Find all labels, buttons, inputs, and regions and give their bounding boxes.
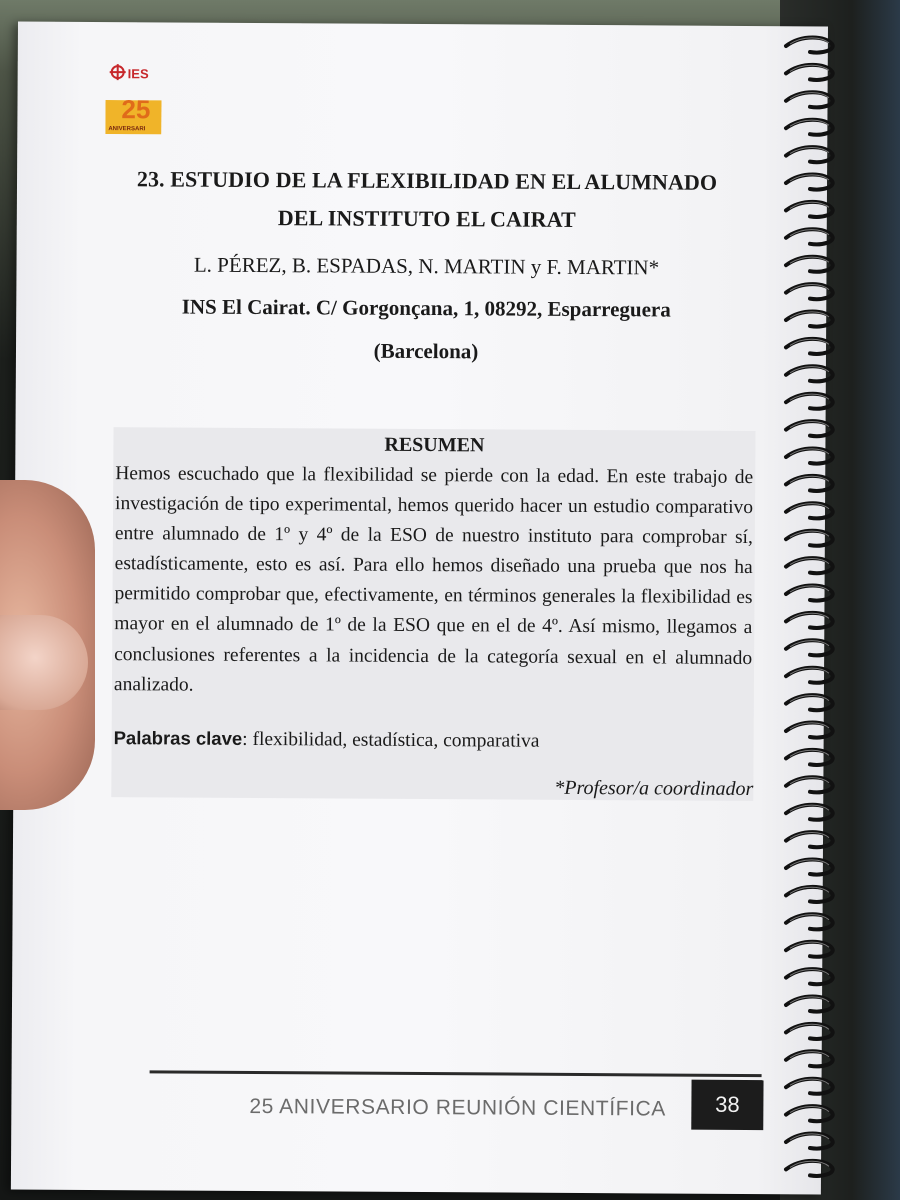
spiral-coil [786, 65, 833, 80]
spiral-coil [786, 503, 833, 518]
spiral-coil [786, 777, 833, 792]
spiral-coil [786, 1134, 833, 1149]
spiral-coil [786, 668, 833, 683]
spiral-coil [786, 366, 833, 381]
svg-text:IES: IES [127, 66, 149, 82]
authors: L. PÉREZ, B. ESPADAS, N. MARTIN y F. MARTIN* [193, 252, 660, 280]
spiral-coil [786, 1106, 833, 1121]
affiliation-line-2: (Barcelona) [373, 338, 479, 364]
keywords-value: : flexibilidad, estadística, comparativa [242, 728, 540, 752]
document-page [11, 22, 828, 1195]
footer-title: 25 ANIVERSARIO REUNIÓN CIENTÍFICA [249, 1094, 666, 1121]
abstract-body: Hemos escuchado que la flexibilidad se pierde con la edad. En este trabajo de investigación de tipo experimental, hemos querido hacer un estudio comparativo entre alumnado de 1º y 4º de la ESO de nuestro instituto para comprobar sí, estadísticamente, esto es así. Para ello hemos diseñado una prueba que nos ha permitido comprobar que, efectivamente, en términos generales la flexibilidad es mayor en el alumnado de 1º de la ESO que en el de 4º. Así mismo, llegamos a conclusiones referentes a la incidencia de la categoría sexual en el alumnado analizado. [113, 463, 754, 696]
keywords-label: Palabras clave [113, 727, 243, 749]
coordinator-note: *Profesor/a coordinador [554, 776, 754, 801]
article-title-line-1: 23. ESTUDIO DE LA FLEXIBILIDAD EN EL ALUMNADO [136, 166, 718, 195]
spiral-coil [786, 229, 833, 244]
article-title-line-2: DEL INSTITUTO EL CAIRAT [277, 205, 576, 232]
spiral-coil [786, 586, 833, 601]
spiral-coil [786, 613, 833, 628]
spiral-coil [786, 1051, 833, 1066]
spiral-coil [786, 942, 833, 957]
affiliation-line-1: INS El Cairat. C/ Gorgonçana, 1, 08292, Esparreguera [181, 294, 671, 322]
footer-rule [150, 1070, 762, 1077]
spiral-coil [786, 202, 833, 217]
abstract-heading: RESUMEN [384, 433, 485, 457]
spiral-coil [786, 640, 833, 655]
spiral-coil [786, 257, 833, 272]
spiral-coil [786, 832, 833, 847]
spiral-coil [786, 1079, 833, 1094]
spiral-coil [786, 120, 833, 135]
spiral-binding [782, 30, 842, 1190]
spiral-coil [786, 312, 833, 327]
spiral-coil [786, 421, 833, 436]
institute-logo [105, 62, 161, 134]
svg-text:25: 25 [121, 94, 151, 125]
spiral-coil [786, 860, 833, 875]
spiral-coil [786, 558, 833, 573]
spiral-coil [786, 147, 833, 162]
spiral-coil [786, 38, 833, 53]
page-number: 38 [691, 1080, 763, 1130]
spiral-coil [786, 449, 833, 464]
spiral-coil [786, 997, 833, 1012]
keywords [114, 727, 754, 754]
spiral-coil [786, 531, 833, 546]
spiral-coil [786, 969, 833, 984]
spiral-coil [786, 1161, 833, 1176]
spiral-coil [786, 92, 833, 107]
spiral-coil [786, 695, 833, 710]
spiral-coil [786, 914, 833, 929]
spiral-coil [786, 394, 833, 409]
spiral-coil [786, 887, 833, 902]
spiral-coil [786, 750, 833, 765]
spiral-coil [786, 1024, 833, 1039]
spiral-coil [786, 284, 833, 299]
spiral-coil [786, 805, 833, 820]
spiral-coil [786, 723, 833, 738]
spiral-coil [786, 339, 833, 354]
svg-text:ANIVERSARI: ANIVERSARI [108, 126, 146, 133]
spiral-coil [786, 175, 833, 190]
spiral-coil [786, 476, 833, 491]
